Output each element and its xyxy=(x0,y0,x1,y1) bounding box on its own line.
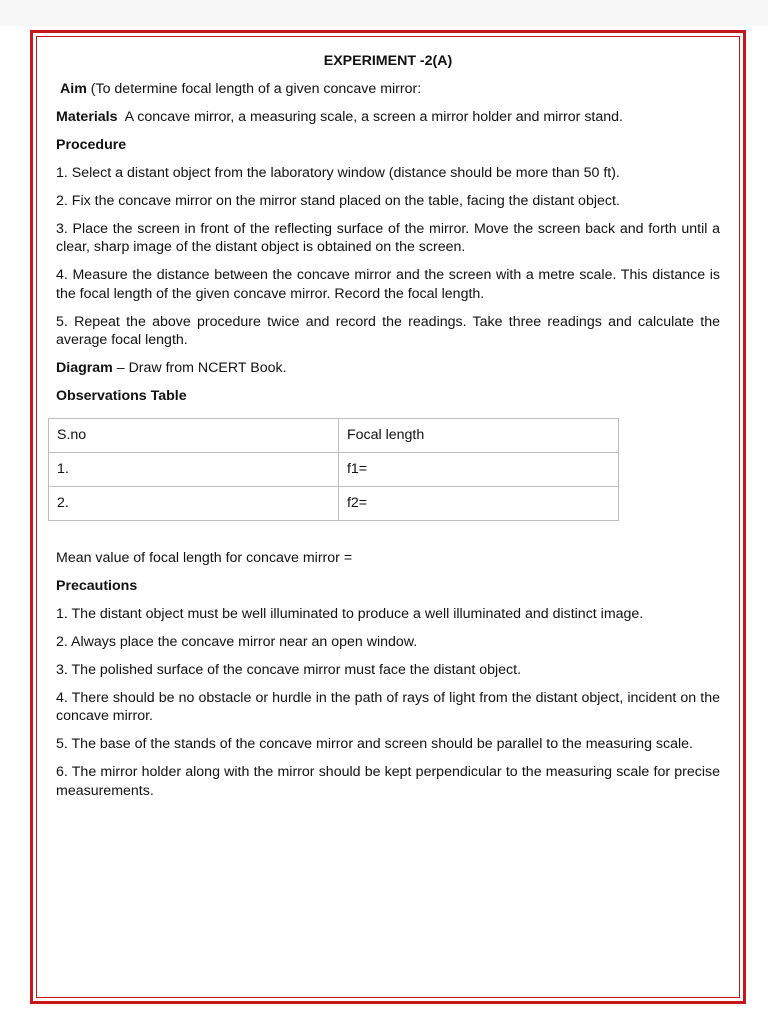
aim-line xyxy=(56,80,720,99)
table-header-cell: Focal length xyxy=(338,418,618,452)
aim-text: (To determine focal length of a given concave mirror: xyxy=(90,80,422,97)
table-header-row xyxy=(49,418,619,452)
observations-heading: Observations Table xyxy=(56,388,187,404)
materials-label: Materials xyxy=(56,108,118,125)
diagram-line xyxy=(56,359,720,378)
procedure-step: 2. Fix the concave mirror on the mirror stand placed on the table, facing the distant object. xyxy=(56,192,620,209)
diagram-text: – Draw from NCERT Book. xyxy=(116,360,287,376)
table-header-cell: S.no xyxy=(49,418,339,452)
materials-line xyxy=(56,108,720,127)
precaution-item: 3. The polished surface of the concave mirror must face the distant object. xyxy=(56,661,522,678)
observations-table xyxy=(48,418,619,521)
precaution-item: 6. The mirror holder along with the mirror should be kept perpendicular to the measuring scale for precise measurements. xyxy=(56,764,720,799)
procedure-heading: Procedure xyxy=(56,136,127,153)
precaution-item: 4. There should be no obstacle or hurdle in the path of rays of light from the distant object, incident on the concave mirror. xyxy=(56,689,720,724)
document-body xyxy=(56,52,720,810)
materials-text: A concave mirror, a measuring scale, a screen a mirror holder and mirror stand. xyxy=(124,108,623,125)
precaution-item: 2. Always place the concave mirror near an open window. xyxy=(56,633,418,650)
procedure-step: 3. Place the screen in front of the reflecting surface of the mirror. Move the screen back and forth until a clear, sharp image of the distant object is obtained on the screen. xyxy=(56,220,720,255)
table-cell: f2= xyxy=(338,486,618,520)
table-row xyxy=(49,452,619,486)
table-row xyxy=(49,486,619,520)
top-strip xyxy=(0,0,768,26)
mean-value-line: Mean value of focal length for concave mirror = xyxy=(56,549,353,566)
table-cell: 1. xyxy=(49,452,339,486)
page-title: EXPERIMENT -2(A) xyxy=(323,53,453,69)
table-cell: f1= xyxy=(338,452,618,486)
diagram-label: Diagram xyxy=(56,360,113,376)
precaution-item: 1. The distant object must be well illuminated to produce a well illuminated and distinct image. xyxy=(56,605,644,622)
table-cell: 2. xyxy=(49,486,339,520)
procedure-step: 4. Measure the distance between the concave mirror and the screen with a metre scale. This distance is the focal length of the given concave mirror. Record the focal length. xyxy=(56,267,720,302)
precaution-item: 5. The base of the stands of the concave mirror and screen should be parallel to the measuring scale. xyxy=(56,736,693,752)
aim-label: Aim xyxy=(60,80,87,97)
procedure-step: 5. Repeat the above procedure twice and record the readings. Take three readings and calculate the average focal length. xyxy=(56,313,720,348)
procedure-step: 1. Select a distant object from the laboratory window (distance should be more than 50 ft). xyxy=(56,164,620,181)
precautions-heading: Precautions xyxy=(56,577,138,594)
